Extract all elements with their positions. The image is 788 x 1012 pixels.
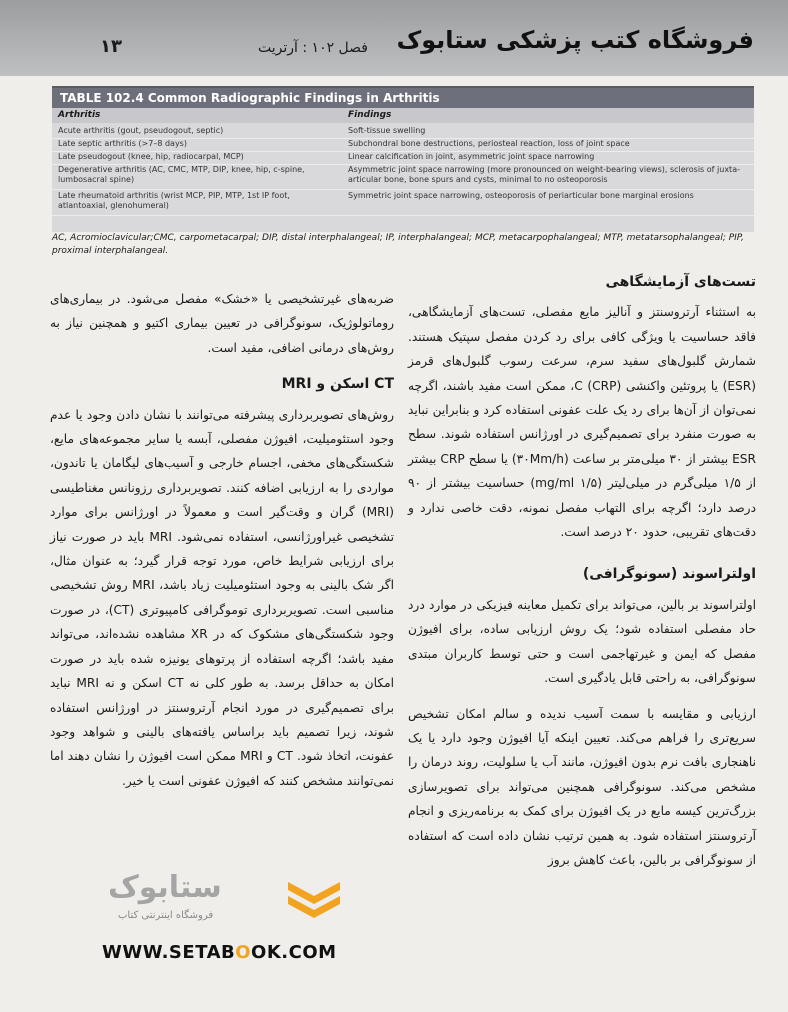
- sonography-continued-paragraph: ضربه‌های غیرتشخیصی یا «خشک» مفصل می‌شود. در بیماری‌های روماتولوژیک، سونوگرافی در تعیین بیماری اکتیو و همچنین نیاز به روش‌های درمانی اضافی، مفید است.: [50, 292, 394, 355]
- cell-finding: Symmetric joint space narrowing, osteoporosis of periarticular bone marginal erosions: [348, 191, 694, 200]
- cell-finding: Asymmetric joint space narrowing (more pronounced on weight-bearing views), sclerosis of juxta-articular bone, bone spurs and cysts, minimal to no osteoporosis: [348, 165, 740, 184]
- ultrasound-heading: اولتراسوند (سونوگرافی): [582, 566, 756, 583]
- watermark-brand: ستابوک: [108, 870, 222, 905]
- cell-finding: Subchondral bone destructions, periosteal reaction, loss of joint space: [348, 139, 630, 148]
- table-header-row: [52, 108, 754, 123]
- cell-arthritis: Late septic arthritis (>7–8 days): [58, 139, 187, 148]
- cell-arthritis: Acute arthritis (gout, pseudogout, septic): [58, 126, 224, 135]
- store-title: فروشگاه کتب پزشکی ستابوک: [396, 26, 754, 54]
- ultrasound-paragraph-1: اولتراسوند بر بالین، می‌تواند برای تکمیل معاینه فیزیکی در موارد درد حاد مفصلی استفاده شود؛ یک روش ارزیابی ساده، برای افیوژن مفصل که ایمن و غیرتهاجمی است و حتی توسط کاربران مبتدی سونوگرافی، به راحتی قابل یادگیری است.: [408, 597, 756, 686]
- header-arthritis: Arthritis: [58, 110, 101, 120]
- radiographic-findings-table: [52, 86, 754, 232]
- url-prefix: WWW.SETAB: [102, 942, 236, 963]
- right-column: [408, 270, 756, 883]
- cell-arthritis: Late pseudogout (knee, hip, radiocarpal, MCP): [58, 152, 244, 161]
- left-column: [50, 287, 394, 804]
- watermark-tagline: فروشگاه اینترنتی کتاب: [118, 910, 214, 921]
- url-suffix: OK.COM: [251, 942, 337, 963]
- table-row: [52, 152, 754, 165]
- table-row: [52, 126, 754, 139]
- cell-arthritis: Degenerative arthritis (AC, CMC, MTP, DIP, knee, hip, c-spine, lumbosacral spine): [58, 165, 305, 184]
- watermark-url: [102, 942, 337, 963]
- table-row: [52, 165, 754, 190]
- ultrasound-paragraph-2: ارزیابی و مقایسه با سمت آسیب ندیده و سالم امکان تشخیص سریع‌تری را فراهم می‌کند. تعیین اینکه آیا افیوژن وجود دارد یا یک ناهنجاری بافت نرم بدون افیوژن، مانند آب یا سلولیت، روند درمان را مشخص می‌کند. سونوگرافی همچنین می‌تواند برای تصویرسازی بزرگ‌ترین کیسه مایع در یک افیوژن برای کمک به برنامه‌ریزی و انجام آرتروسنتز استفاده شود. به همین ترتیب نشان داده است که استفاده از سونوگرافی بر بالین، باعث کاهش بروز: [408, 706, 756, 867]
- header-findings: Findings: [348, 110, 392, 120]
- lab-tests-paragraph: به استثناء آرتروسنتز و آنالیز مایع مفصلی، تست‌های آزمایشگاهی، فاقد حساسیت یا ویژگی کافی برای رد کردن مفصل سپتیک هستند. شمارش گلبول‌های سفید سرم، سرعت رسوب گلبول‌های قرمز (ESR) یا پروتئین واکنشی C (CRP)، ممکن است مفید باشند، اگرچه نمی‌توان از آن‌ها برای رد یک علت عفونی استفاده کرد و بنابراین نباید به صورت منفرد برای تصمیم‌گیری در اورژانس استفاده شوند. سطح ESR بیشتر از ۳۰ میلی‌متر بر ساعت (۳۰Mm/h) یا سطح CRP بیشتر از ۱/۵ میلی‌گرم در میلی‌لیتر (۱/۵ mg/ml) حساسیت بیشتر از ۹۰ درصد دارد؛ اگرچه برای التهاب مفصل نمونه، دقت خاصی ندارد و دقت‌های تقریبی، حدود ۲۰ درصد است.: [408, 305, 756, 540]
- url-o: O: [235, 942, 252, 963]
- table-row: [52, 139, 754, 152]
- cell-arthritis: Late rheumatoid arthritis (wrist MCP, PIP, MTP, 1st IP foot, atlantoaxial, glenohumeral): [58, 191, 290, 210]
- ct-mri-heading: CT اسکن و MRI: [281, 376, 394, 393]
- cell-finding: Soft-tissue swelling: [348, 126, 426, 135]
- table-footnote: AC, Acromioclavicular;CMC, carpometacarpal; DIP, distal interphalangeal; IP, interphalangeal; MCP, metacarpophalangeal; MTP, metatarsophalangeal; PIP, proximal interphalangeal.: [52, 233, 744, 256]
- cell-finding: Linear calcification in joint, asymmetric joint space narrowing: [348, 152, 595, 161]
- table-title: TABLE 102.4 Common Radiographic Findings in Arthritis: [52, 88, 754, 108]
- watermark: [78, 862, 398, 972]
- chapter-title: فصل ۱۰۲ : آرتریت: [258, 40, 368, 56]
- table-row: [52, 191, 754, 216]
- setabook-logo-icon: [284, 874, 344, 926]
- lab-tests-heading: تست‌های آزمایشگاهی: [605, 274, 756, 290]
- page-number: ۱۳: [100, 36, 122, 57]
- ct-mri-paragraph: روش‌های تصویربرداری پیشرفته می‌توانند با نشان دادن وجود یا عدم وجود استئومیلیت، افیوژن مفصلی، آبسه یا سایر مجموعه‌های مایع، شکستگی‌های مخفی، اجسام خارجی و آسیب‌های لیگامان یا تاندون، مواردی را به ارزیابی اضافه کنند. تصویربرداری رزونانس مغناطیسی (MRI) گران و وقت‌گیر است و معمولاً در اورژانس برای موارد تشخیصی غیراورژانسی، استفاده نمی‌شود. MRI باید در صورت نیاز برای ارزیابی شرایط خاص، مورد توجه قرار گیرد؛ به عنوان مثال، اگر شک بالینی به وجود استئومیلیت زیاد باشد، MRI روش تشخیصی مناسبی است. تصویربرداری توموگرافی کامپیوتری (CT)، در صورت وجود شکستگی‌های مشکوک که در XR مشاهده نشده‌اند، می‌تواند مفید باشد؛ اگرچه استفاده از پرتوهای یونیزه شده باید در صورت امکان به حداقل برسد. به طور کلی نه CT اسکن و نه MRI نباید برای تصمیم‌گیری در مورد انجام آرتروسنتز در اورژانس استفاده شوند، زیرا تصمیم باید براساس یافته‌های بالینی و شواهد وجود عفونت، اتخاذ شود. CT و MRI ممکن است افیوژن را نشان دهند اما نمی‌توانند مشخص کنند که افیوژن عفونی است یا خیر.: [50, 407, 395, 788]
